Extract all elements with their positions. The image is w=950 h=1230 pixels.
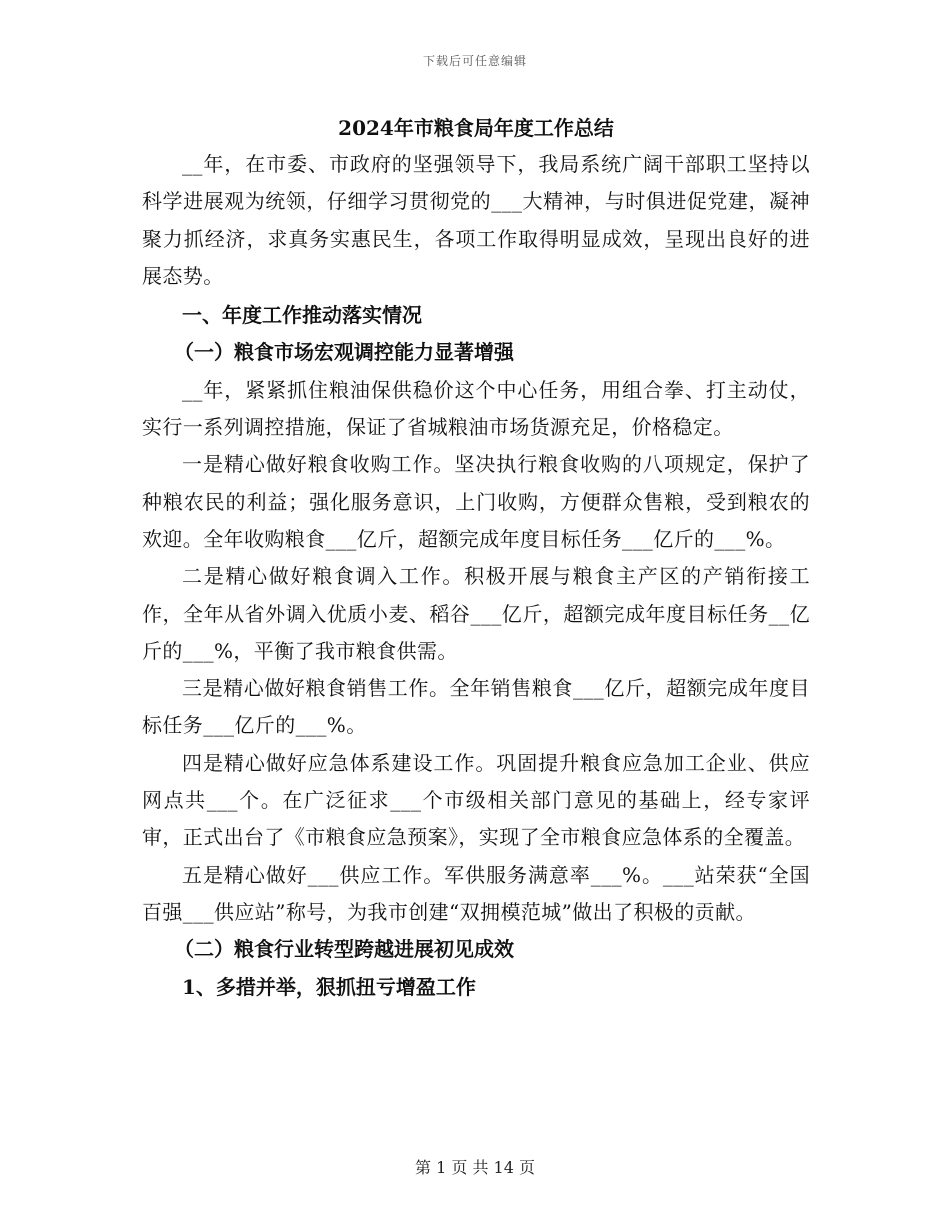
subsection-2-item-1-heading: 1、多措并举，狠抓扭亏增盈工作 bbox=[182, 974, 476, 999]
item-3-paragraph: 三是精心做好粮食销售工作。全年销售粮食___亿斤，超额完成年度目标任务___亿斤的___%。 bbox=[142, 676, 810, 738]
item-1-paragraph: 一是精心做好粮食收购工作。坚决执行粮食收购的八项规定，保护了种粮农民的利益；强化服务意识，上门收购，方便群众售粮，受到粮农的欢迎。全年收购粮食___亿斤，超额完成年度目标任务___亿斤的___%。 bbox=[142, 452, 810, 551]
page-header-note: 下载后可任意编辑 bbox=[422, 54, 527, 68]
item-5-paragraph: 五是精心做好___供应工作。军供服务满意率___%。___站荣获“全国百强___供应站”称号，为我市创建“双拥模范城”做出了积极的贡献。 bbox=[142, 862, 810, 924]
document-title: 2024年市粮食局年度工作总结 bbox=[338, 116, 614, 140]
section-heading-1: 一、年度工作推动落实情况 bbox=[182, 303, 422, 328]
document-body bbox=[142, 110, 810, 1006]
item-4-paragraph: 四是精心做好应急体系建设工作。巩固提升粮食应急加工企业、供应网点共___个。在广泛征求___个市级相关部门意见的基础上，经专家评审，正式出台了《市粮食应急预案》，实现了全市粮食应急体系的全覆盖。 bbox=[142, 750, 810, 850]
item-2-paragraph: 二是精心做好粮食调入工作。积极开展与粮食主产区的产销衔接工作，全年从省外调入优质小麦、稻谷___亿斤，超额完成年度目标任务__亿斤的___%，平衡了我市粮食供需。 bbox=[142, 564, 810, 663]
subsection-1-paragraph: __年，紧紧抓住粮油保供稳价这个中心任务，用组合拳、打主动仗，实行一系列调控措施，保证了省城粮油市场货源充足，价格稳定。 bbox=[142, 377, 810, 440]
subsection-heading-2: （二）粮食行业转型跨越进展初见成效 bbox=[174, 937, 514, 962]
intro-paragraph: __年，在市委、市政府的坚强领导下，我局系统广阔干部职工坚持以科学进展观为统领，仔细学习贯彻党的___大精神，与时俱进促党建，凝神聚力抓经济，求真务实惠民生，各项工作取得明显成效，呈现出良好的进展态势。 bbox=[142, 152, 810, 288]
page-footer-number: 第 1 页 共 14 页 bbox=[415, 1158, 535, 1177]
subsection-heading-1: （一）粮食市场宏观调控能力显著增强 bbox=[174, 340, 514, 365]
